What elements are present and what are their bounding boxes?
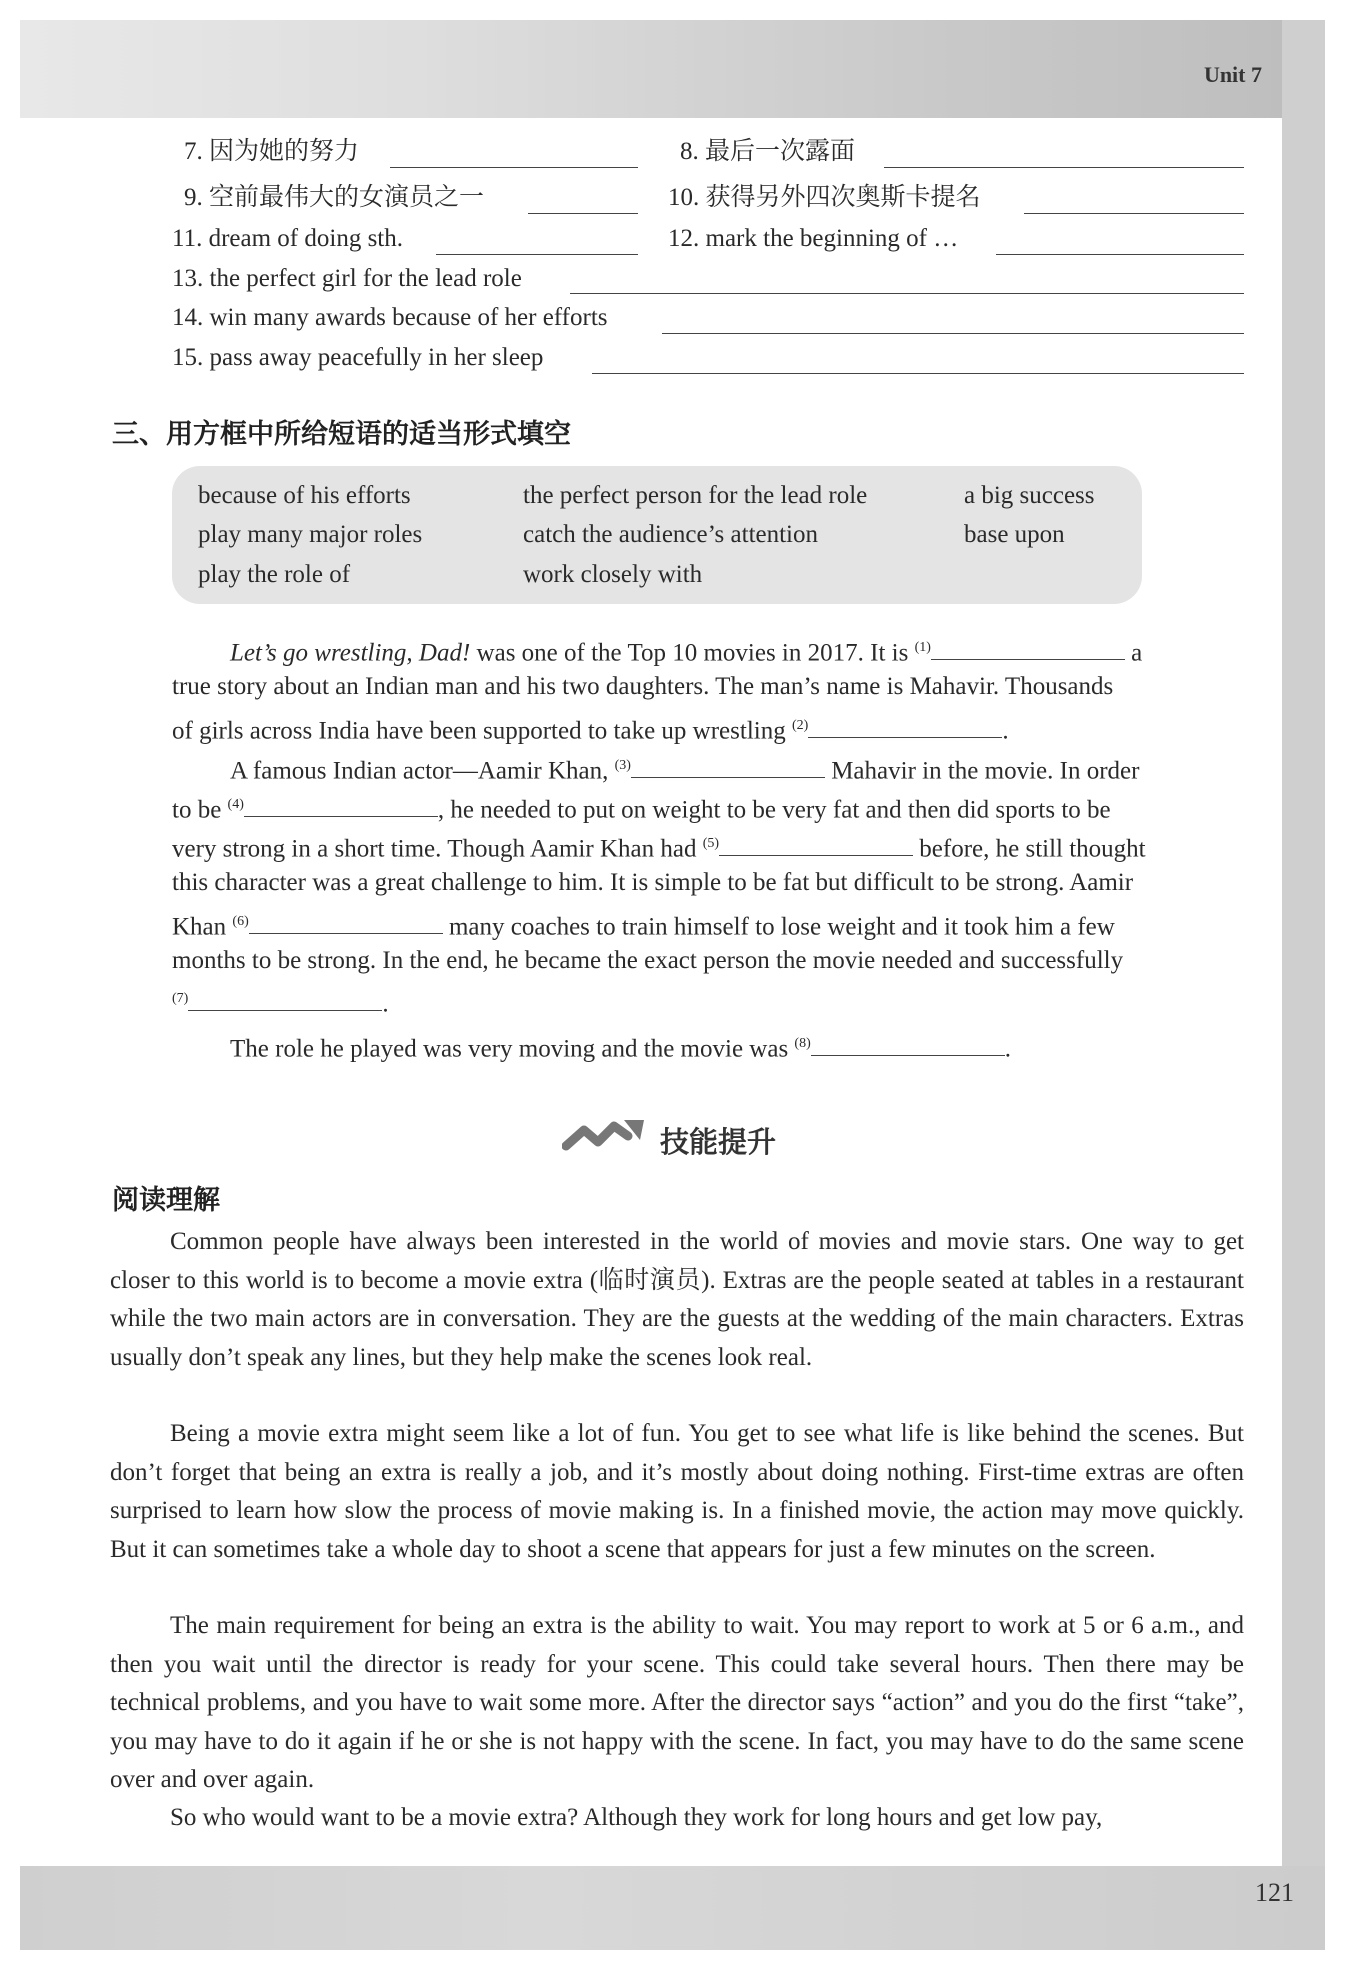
item-9-blank[interactable] bbox=[528, 213, 638, 214]
passage-line: Let’s go wrestling, Dad! was one of the Top 10 movies in 2017. It is $^{(1)}$ a bbox=[230, 639, 1143, 667]
phrase-item: base upon bbox=[964, 521, 1065, 548]
page-number: 121 bbox=[1255, 1878, 1294, 1907]
item-8-blank[interactable] bbox=[884, 167, 1244, 168]
unit-label: Unit 7 bbox=[1203, 62, 1262, 87]
top-gray-band bbox=[20, 20, 1325, 118]
item-11-blank[interactable] bbox=[436, 254, 638, 255]
reading-paragraph: The main requirement for being an extra is the ability to wait. You may report to work at 5 or 6 a.m., and then you wait until the director is ready for your scene. This could take several hours. Then there may be technical problems, and you have to wait some more. After the director says “action” and you do the first “take”, you may have to do it again if he or she is not happy with the scene. In fact, you may have to do the same scene over and over again. bbox=[110, 1612, 1244, 1793]
passage-line: true story about an Indian man and his two daughters. The man’s name is Mahavir. Thousands bbox=[172, 673, 1114, 700]
phrase-item: play many major roles bbox=[198, 521, 423, 548]
trend-arrow-icon bbox=[562, 1116, 646, 1156]
passage-line: months to be strong. In the end, he became the exact person the movie needed and successfully bbox=[172, 947, 1124, 974]
item-14-blank[interactable] bbox=[662, 333, 1244, 334]
phrase-item: catch the audience’s attention bbox=[523, 521, 819, 548]
blank-5[interactable] bbox=[719, 833, 913, 856]
reading-paragraph: Common people have always been interested in the world of movies and movie stars. One way to get closer to this world is to become a movie extra (临时演员). Extras are the people seated at tables in a restaurant while the two main actors are in conversation. They are the guests at the wedding of the main characters. Extras usually don’t speak any lines, but they help make the scenes look real. bbox=[110, 1228, 1244, 1371]
blank-1[interactable] bbox=[931, 637, 1125, 660]
reading-title: 阅读理解 bbox=[112, 1185, 220, 1216]
passage-line: to be $^{(4)}$ , he needed to put on weight to be very fat and then did sports to be bbox=[172, 796, 1111, 824]
blank-2[interactable] bbox=[808, 715, 1002, 738]
item-11: 11. dream of doing sth. bbox=[172, 225, 403, 252]
blank-8[interactable] bbox=[811, 1033, 1005, 1056]
passage-line: The role he played was very moving and the movie was $^{(8)}$ . bbox=[230, 1035, 1011, 1063]
item-8: 8. 最后一次露面 bbox=[680, 138, 856, 165]
passage-line: this character was a great challenge to him. It is simple to be fat but difficult to be strong. Aamir bbox=[172, 869, 1134, 896]
item-13: 13. the perfect girl for the lead role bbox=[172, 265, 522, 292]
item-7: 7. 因为她的努力 bbox=[184, 138, 360, 165]
passage-line: very strong in a short time. Though Aamir Khan had $^{(5)}$ before, he still thought bbox=[172, 835, 1146, 863]
blank-7[interactable] bbox=[188, 988, 382, 1011]
section-3-title: 三、用方框中所给短语的适当形式填空 bbox=[112, 419, 571, 450]
reading-paragraph: Being a movie extra might seem like a lot of fun. You get to see what life is like behind the scenes. But don’t forget that being an extra is really a job, and it’s mostly about doing nothing. First-time extras are often surprised to learn how slow the process of movie making is. In a finished movie, the action may move quickly. But it can sometimes take a whole day to shoot a scene that appears for just a few minutes on the screen. bbox=[110, 1420, 1244, 1563]
item-13-blank[interactable] bbox=[570, 293, 1244, 294]
item-7-blank[interactable] bbox=[390, 167, 638, 168]
passage-line: of girls across India have been supported to take up wrestling $^{(2)}$ . bbox=[172, 717, 1009, 745]
passage-line: A famous Indian actor—Aamir Khan, $^{(3)}$ Mahavir in the movie. In order bbox=[230, 757, 1140, 785]
passage-line: Khan $^{(6)}$ many coaches to train himself to lose weight and it took him a few bbox=[172, 913, 1115, 941]
item-12-blank[interactable] bbox=[996, 254, 1244, 255]
item-10: 10. 获得另外四次奥斯卡提名 bbox=[668, 184, 981, 211]
passage-line: $^{(7)}$ . bbox=[172, 990, 389, 1018]
bottom-gray-band bbox=[20, 1866, 1325, 1950]
item-15-blank[interactable] bbox=[592, 373, 1244, 374]
item-12: 12. mark the beginning of … bbox=[668, 225, 959, 252]
reading-paragraph: So who would want to be a movie extra? Although they work for long hours and get low pay, bbox=[170, 1804, 1103, 1831]
item-15: 15. pass away peacefully in her sleep bbox=[172, 344, 544, 371]
blank-3[interactable] bbox=[631, 755, 825, 778]
item-10-blank[interactable] bbox=[1024, 213, 1244, 214]
phrase-item: a big success bbox=[964, 482, 1095, 509]
phrase-item: work closely with bbox=[523, 561, 703, 588]
blank-4[interactable] bbox=[244, 794, 438, 817]
item-14: 14. win many awards because of her efforts bbox=[172, 304, 608, 331]
right-gray-band bbox=[1282, 20, 1325, 1950]
phrase-item: the perfect person for the lead role bbox=[523, 482, 868, 509]
blank-6[interactable] bbox=[249, 911, 443, 934]
item-9: 9. 空前最伟大的女演员之一 bbox=[184, 184, 485, 211]
skill-section-title: 技能提升 bbox=[660, 1125, 777, 1159]
phrase-item: play the role of bbox=[198, 561, 351, 588]
phrase-item: because of his efforts bbox=[198, 482, 411, 509]
